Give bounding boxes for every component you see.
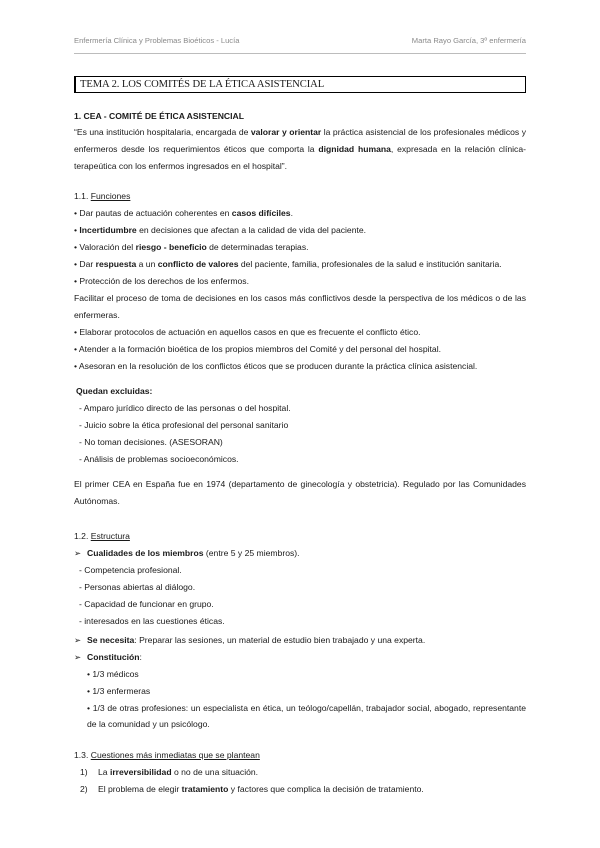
subsection-number: 1.1. bbox=[74, 191, 91, 202]
list-item: 1) La irreversibilidad o no de una situación. bbox=[80, 767, 259, 778]
text: la práctica asistencial de los profesionales médicos y enfermeros desde los requerimientos éticos que comporta la bbox=[74, 127, 526, 154]
list-item: 2) El problema de elegir tratamiento y factores que complica la decisión de tratamiento. bbox=[80, 784, 424, 795]
list-item: ➢ Se necesita: Preparar las sesiones, un material de estudio bien trabajado y una experta. bbox=[74, 632, 526, 649]
list-item: • Asesoran en la resolución de los conflictos éticos que se producen durante la práctica clínica asistencial. bbox=[74, 360, 478, 371]
first-cea-paragraph: El primer CEA en España fue en 1974 (departamento de ginecología y obstetricia). Regulado por las Comunidades Autónomas. bbox=[74, 478, 526, 506]
list-item: • Dar respuesta a un conflicto de valores del paciente, familia, profesionales de la salud e institución sanitaria. bbox=[74, 259, 502, 270]
page-header bbox=[74, 36, 526, 45]
list-item: - Personas abiertas al diálogo. bbox=[79, 581, 196, 592]
list-item: • 1/3 enfermeras bbox=[87, 685, 151, 696]
list-item: • 1/3 de otras profesiones: un especialista en ética, un teólogo/capellán, trabajador social, abogado, representante de la comunidad y un psicólogo. bbox=[87, 702, 526, 730]
list-item: - Análisis de problemas socioeconómicos. bbox=[79, 453, 239, 464]
list-item: • 1/3 médicos bbox=[87, 668, 139, 679]
text: valorar y orientar bbox=[250, 127, 322, 137]
subsection-cuestiones: 1.3. Cuestiones más inmediatas que se plantean bbox=[74, 750, 260, 761]
list-item: • Atender a la formación bioética de los propios miembros del Comité y del personal del hospital. bbox=[74, 343, 442, 354]
list-item: • Valoración del riesgo - beneficio de determinadas terapias. bbox=[74, 242, 309, 253]
text: , expresada en la relación clínica-terapeútica con los enfermos ingresados en el hospital”. bbox=[74, 143, 526, 171]
list-item: - Juicio sobre la ética profesional del personal sanitario bbox=[79, 419, 289, 430]
subsection-title: Funciones bbox=[90, 191, 131, 202]
arrow-bullet-icon: ➢ bbox=[74, 547, 82, 558]
header-divider bbox=[74, 53, 526, 54]
chapter-title: TEMA 2. LOS COMITÉS DE LA ÉTICA ASISTENCIAL bbox=[74, 76, 526, 93]
arrow-bullet-icon: ➢ bbox=[74, 651, 82, 662]
arrow-bullet-icon: ➢ bbox=[74, 634, 82, 645]
text: “Es una institución hospitalaria, encargada de bbox=[74, 127, 251, 137]
list-item: ➢ Constitución: bbox=[74, 649, 526, 666]
list-item: - Competencia profesional. bbox=[79, 564, 182, 575]
list-item: • Protección de los derechos de los enfermos. bbox=[74, 276, 249, 287]
list-item: • Incertidumbre en decisiones que afectan a la calidad de vida del paciente. bbox=[74, 225, 367, 236]
section-title-cea: 1. CEA - COMITÉ DE ÉTICA ASISTENCIAL bbox=[74, 111, 244, 121]
subsection-funciones bbox=[74, 188, 526, 205]
subsection-estructura: 1.2. Estructura bbox=[74, 530, 130, 541]
list-item: - No toman decisiones. (ASESORAN) bbox=[79, 436, 223, 447]
excluded-title: Quedan excluidas: bbox=[76, 385, 153, 396]
cea-definition bbox=[74, 124, 526, 174]
list-item: ➢ Cualidades de los miembros (entre 5 y 25 miembros). bbox=[74, 545, 526, 562]
list-item: - interesados en las cuestiones éticas. bbox=[79, 615, 225, 626]
document-body bbox=[74, 76, 526, 798]
text: dignidad humana bbox=[318, 143, 391, 154]
list-item: - Amparo jurídico directo de las personas o del hospital. bbox=[79, 402, 291, 413]
funciones-paragraph: Facilitar el proceso de toma de decisiones en los casos más conflictivos desde la perspectiva de los médicos o de las enfermeras. bbox=[74, 293, 526, 321]
list-item: • Dar pautas de actuación coherentes en casos difíciles. bbox=[74, 208, 293, 219]
list-item: - Capacidad de funcionar en grupo. bbox=[79, 598, 214, 609]
header-left: Enfermería Clínica y Problemas Bioéticos - Lucía bbox=[74, 36, 240, 45]
list-item: • Elaborar protocolos de actuación en aquellos casos en que es frecuente el conflicto ético. bbox=[74, 326, 421, 337]
header-right: Marta Rayo García, 3º enfermería bbox=[411, 36, 526, 45]
